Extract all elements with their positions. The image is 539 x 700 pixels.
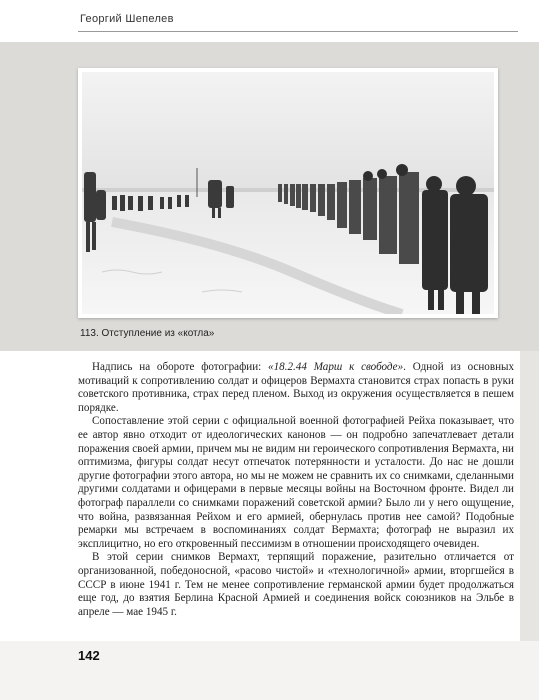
paragraph-1-text: . Одной из основных мотиваций к сопротивлению солдат и офицеров Вермахта становится страх попасть в руки советского противника, страх перед пленом. Выход из окружения осуществляется в пешем порядке. <box>78 361 515 414</box>
page-number: 142 <box>78 648 100 663</box>
running-head-author: Георгий Шепелев <box>80 13 174 25</box>
photo-frame <box>78 68 498 318</box>
figure-caption: 113. Отступление из «котла» <box>80 328 215 339</box>
side-shade <box>520 351 539 641</box>
body-text <box>78 361 514 619</box>
paragraph-2: Сопоставление этой серии с официальной военной фотографией Рейха показывает, что ее автор явно отходит от идеологических канонов — он подробно запечатлевает детали поражения своей армии, причем мы не видим ни героического сопротивления Вермахта, ни оптимизма, фигуры солдат несут отпечаток потерянности и усталости. До нас не дошли другие фотографии этого автора, но мы не можем не сравнить их со снимками, сделанными другими солдатами и офицерами в первые месяцы войны на Восточном фронте. Видел ли фотограф параллели со снимками поражений советской армии? Было ли у него ощущение, что война, развязанная Рейхом и его армией, обернулась против нее самой? Подобные ремарки мы встречаем в воспоминаниях солдат Вермахта; фотограф не выразил их эксплицитно, но его откровенный пессимизм в отношении происходящего очевиден. <box>78 415 514 550</box>
soldiers-marching-photo <box>82 72 494 314</box>
paragraph-1 <box>78 361 514 415</box>
header-rule <box>78 31 518 32</box>
photo-inscription-quote: «18.2.44 Марш к свободе» <box>268 361 404 373</box>
photo-illustration <box>82 72 494 314</box>
paragraph-3: В этой серии снимков Вермахт, терпящий поражение, разительно отличается от организованной, победоносной, «расово чистой» и «технологичной» армии, вторгшейся в СССР в июне 1941 г. Тем не менее сопротивление германской армии будет продолжаться еще год, до взятия Берлина Красной Армией и соединения войск союзников на Эльбе в апреле — мае 1945 г. <box>78 551 514 618</box>
paragraph-1-lead: Надпись на обороте фотографии: <box>92 361 269 373</box>
page-header <box>0 0 539 42</box>
